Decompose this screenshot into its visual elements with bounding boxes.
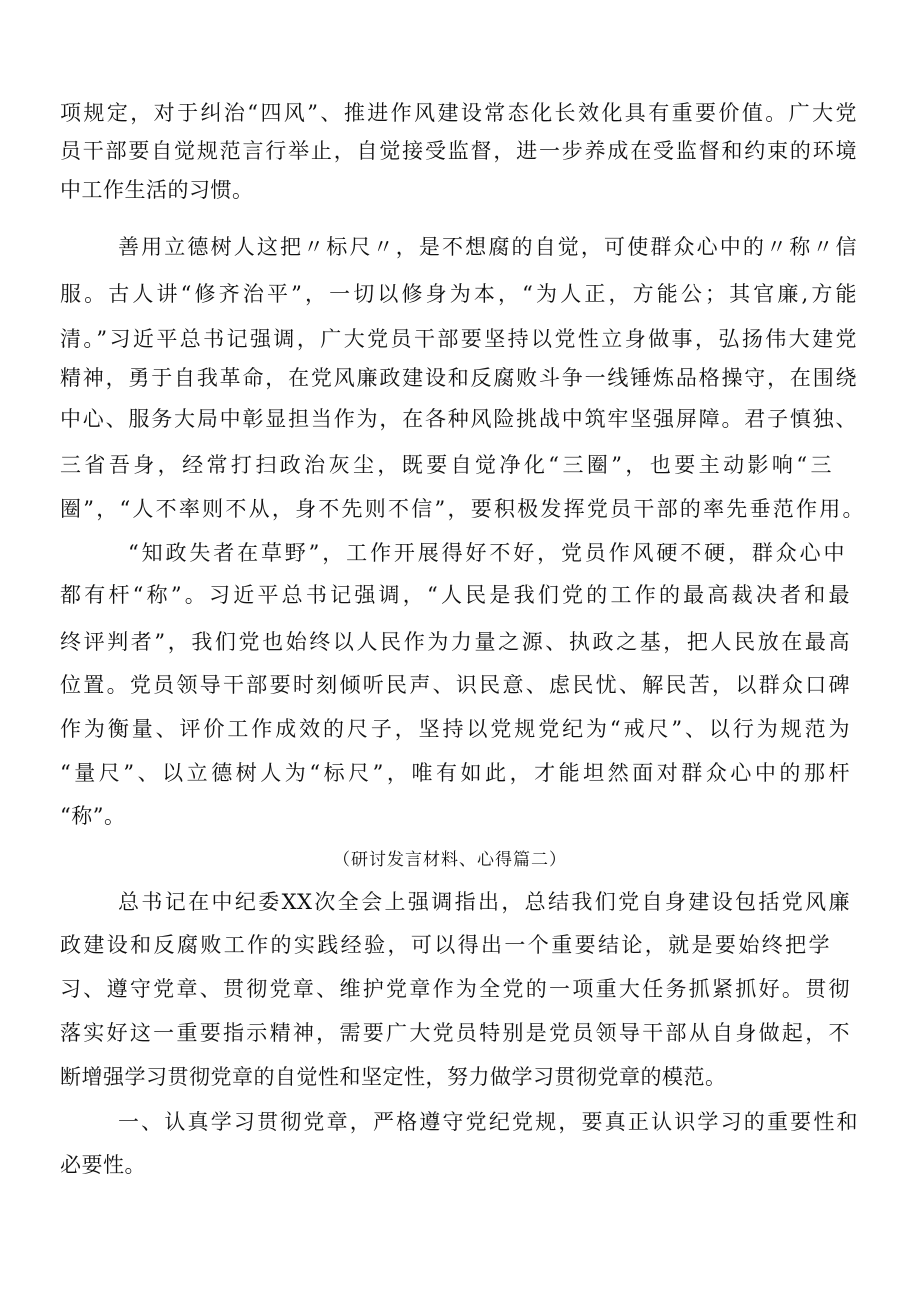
text-line: 员干部要自觉规范言行举止，自觉接受监督，进一步养成在受监督和约束的环境 [60,139,857,163]
text-line: 必要性。 [60,1153,146,1177]
text-line: 作为衡量、评价工作成效的尺子，坚持以党规党纪为“戒尺”、以行为规范为 [60,717,850,741]
text-line: 政建设和反腐败工作的实践经验，可以得出一个重要结论，就是要始终把学 [60,933,830,957]
text-line: 清。”习近平总书记强调，广大党员干部要坚持以党性立身做事，弘扬伟大建党 [60,327,857,351]
text-line: 三省吾身，经常打扫政治灰尘，既要自觉净化“三圈”，也要主动影响“三 [60,453,832,477]
text-line: 项规定，对于纠治“四风”、推进作风建设常态化长效化具有重要价值。广大党 [60,101,857,125]
text-line: 总书记在中纪委XX次全会上强调指出，总结我们党自身建设包括党风廉 [118,890,850,914]
text-line: 一、认真学习贯彻党章，严格遵守党纪党规，要真正认识学习的重要性和 [118,1110,858,1134]
text-line: 服。古人讲“修齐治平”，一切以修身为本，“为人正，方能公；其官廉,方能 [60,282,857,306]
text-line: 位置。党员领导干部要时刻倾听民声、识民意、虑民忧、解民苦，以群众口碑 [60,673,850,697]
section-heading: （研讨发言材料、心得篇二） [333,850,567,870]
text-line: 终评判者”，我们党也始终以人民作为力量之源、执政之基，把人民放在最高 [60,630,850,654]
text-line: “量尺”、以立德树人为“标尺”，唯有如此，才能坦然面对群众心中的那杆 [60,761,850,785]
text-line: 习、遵守党章、贯彻党章、维护党章作为全党的一项重大任务抓紧抓好。贯彻 [60,977,850,1001]
text-line: “称”。 [60,804,126,828]
text-line: 中工作生活的习惯。 [60,178,254,202]
text-line: 圈”，“人不率则不从，身不先则不信”，要积极发挥党员干部的率先垂范作用。 [60,497,864,521]
text-line: 中心、服务大局中彰显担当作为，在各种风险挑战中筑牢坚强屏障。君子慎独、 [60,407,857,431]
text-line: 都有杆“称”。习近平总书记强调，“人民是我们党的工作的最高裁决者和最 [60,583,850,607]
text-line: “知政失者在草野”，工作开展得好不好，党员作风硬不硬，群众心中 [128,541,845,565]
text-line: 善用立德树人这把〃标尺〃，是不想腐的自觉，可使群众心中的〃称〃信 [118,235,857,259]
text-line: 落实好这一重要指示精神，需要广大党员特别是党员领导干部从自身做起，不 [60,1021,850,1045]
text-line: 断增强学习贯彻党章的自觉性和坚定性，努力做学习贯彻党章的模范。 [60,1065,727,1089]
text-line: 精神，勇于自我革命，在党风廉政建设和反腐败斗争一线锤炼品格操守，在围绕 [60,366,857,390]
